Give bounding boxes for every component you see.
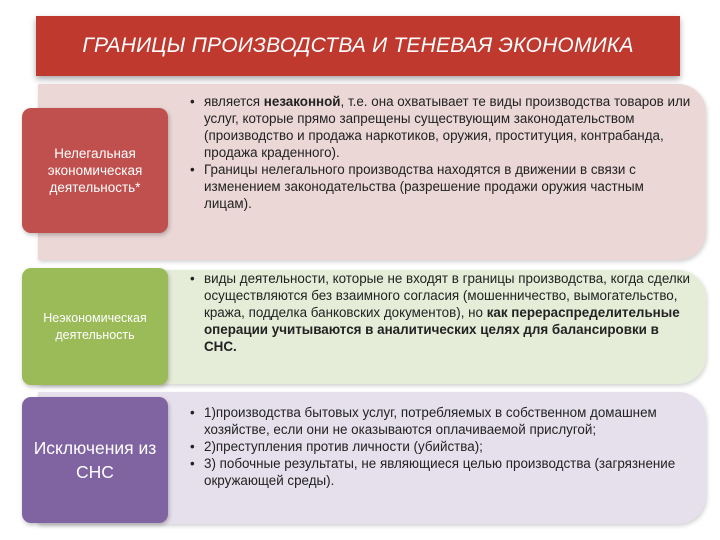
bullet-item: • Границы нелегального производства находятся в движении в связи с изменением законодательства (разрешение продажи оружия частным лицам). xyxy=(186,161,694,212)
label-illegal-activity xyxy=(22,108,168,233)
label-noneconomic-activity xyxy=(22,268,168,385)
label-text: Нелегальная экономическая деятельность* xyxy=(47,146,143,195)
title-banner xyxy=(36,16,680,76)
bullet-item: • является незаконной, т.е. она охватывает те виды производства товаров или услуг, которые прямо запрещены существующим законодательством (производство и продажа наркотиков, оружия, проституция, контрабанда, продажа краденного). xyxy=(186,93,694,161)
label-text: Исключения из СНС xyxy=(33,438,157,482)
bullet-item: • 1)производства бытовых услуг, потребляемых в собственном домашнем хозяйстве, если они не оказываются оплачиваемой прислугой; xyxy=(186,404,694,438)
page-title: ГРАНИЦЫ ПРОИЗВОДСТВА И ТЕНЕВАЯ ЭКОНОМИКА xyxy=(82,34,634,57)
bullet-item: • 2)преступления против личности (убийства); xyxy=(186,438,694,455)
label-text: Неэкономическая деятельность xyxy=(43,310,147,342)
content-illegal-activity xyxy=(186,93,694,212)
bullet-item: • виды деятельности, которые не входят в границы производства, когда сделки осуществляются без взаимного согласия (мошенничество, вымогательство, кража, подделка банковских документов), но как перераспределительные операции учитываются в аналитических целях для балансировки в СНС. xyxy=(186,270,694,355)
bullet-item: • 3) побочные результаты, не являющиеся целью производства (загрязнение окружающей среды). xyxy=(186,455,694,489)
content-sna-exclusions xyxy=(186,404,694,489)
label-sna-exclusions xyxy=(22,397,168,523)
content-noneconomic-activity xyxy=(186,270,694,355)
